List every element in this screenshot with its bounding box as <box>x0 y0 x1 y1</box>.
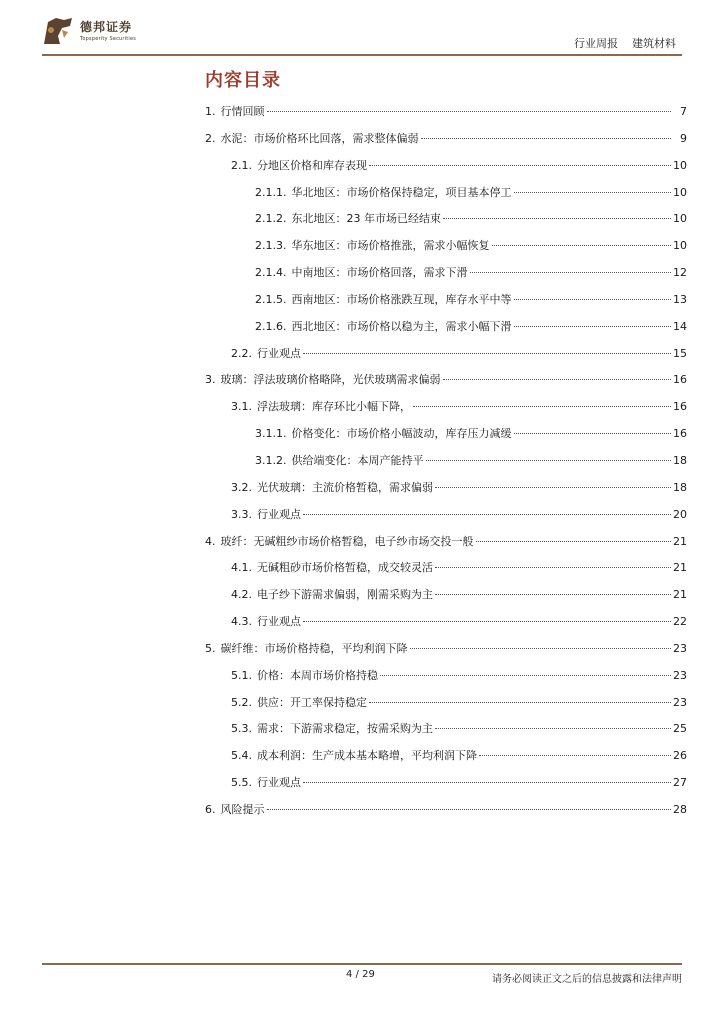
toc-entry-page: 16 <box>673 400 687 414</box>
toc-entry[interactable] <box>205 345 687 372</box>
toc-entry-title: 无碱粗砂市场价格暂稳，成交较灵活 <box>257 561 433 575</box>
toc-entry-number: 2. <box>205 131 216 145</box>
toc-leader <box>421 138 672 139</box>
toc-entry[interactable] <box>205 184 687 211</box>
toc-entry[interactable] <box>205 318 687 345</box>
toc-entry-page: 25 <box>673 722 687 736</box>
toc-entry-title: 价格：本周市场价格持稳 <box>257 668 378 682</box>
toc-leader <box>267 111 672 112</box>
toc-entry-number: 4.2. <box>231 588 252 602</box>
toc-title: 内容目录 <box>205 70 281 91</box>
toc-entry[interactable] <box>205 157 687 184</box>
toc-entry-page: 21 <box>673 588 687 602</box>
toc-entry-number: 3.2. <box>231 480 252 494</box>
toc-entry-number: 4.1. <box>231 561 252 575</box>
toc-leader <box>435 728 671 729</box>
toc-entry-page: 16 <box>673 373 687 387</box>
toc-entry-number: 4.3. <box>231 615 252 629</box>
toc-entry-page: 15 <box>673 346 687 360</box>
toc-entry-title: 东北地区：23 年市场已经结束 <box>291 212 441 226</box>
toc-leader <box>267 809 672 810</box>
toc-entry-title: 需求：下游需求稳定，按需采购为主 <box>257 722 433 736</box>
toc-leader <box>303 514 671 515</box>
toc-leader <box>426 460 672 461</box>
toc-entry-number: 2.1.4. <box>255 266 287 280</box>
toc-entry-number: 5.1. <box>231 668 252 682</box>
toc-leader <box>410 648 672 649</box>
toc-entry[interactable] <box>205 694 687 721</box>
toc-leader <box>514 326 672 327</box>
toc-entry-title: 行业观点 <box>257 346 301 360</box>
toc-entry-page: 16 <box>673 427 687 441</box>
toc-entry[interactable] <box>205 613 687 640</box>
toc-entry-number: 2.1. <box>231 158 252 172</box>
toc-entry-page: 28 <box>673 802 687 816</box>
toc-leader <box>479 755 671 756</box>
toc-entry-page: 27 <box>673 776 687 790</box>
toc-entry-title: 行业观点 <box>257 776 301 790</box>
toc-entry-title: 成本利润：生产成本基本略增，平均利润下降 <box>257 749 477 763</box>
toc-entry-title: 玻璃：浮法玻璃价格略降，光伏玻璃需求偏弱 <box>220 373 441 387</box>
toc-entry[interactable] <box>205 103 687 130</box>
toc-entry-number: 2.1.6. <box>255 319 287 333</box>
toc-entry-number: 2.2. <box>231 346 252 360</box>
toc-entry-page: 23 <box>673 668 687 682</box>
toc-entry-page: 22 <box>673 615 687 629</box>
toc-leader <box>514 433 672 434</box>
toc-entry-title: 行情回顾 <box>220 105 265 118</box>
toc-entry-number: 5.2. <box>231 695 252 709</box>
report-type: 行业周报 <box>574 37 618 50</box>
toc-leader <box>435 567 671 568</box>
toc-entry[interactable] <box>205 533 687 560</box>
toc-entry-page: 23 <box>673 641 687 655</box>
toc-entry-title: 碳纤维：市场价格持稳，平均利润下降 <box>220 641 408 655</box>
toc-leader <box>470 272 672 273</box>
toc-entry[interactable] <box>205 398 687 425</box>
toc-entry-number: 5.5. <box>231 776 252 790</box>
toc-entry-title: 水泥：市场价格环比回落，需求整体偏弱 <box>220 131 419 145</box>
toc-entry[interactable] <box>205 452 687 479</box>
toc-entry-number: 5.3. <box>231 722 252 736</box>
toc-entry[interactable] <box>205 291 687 318</box>
toc-entry-title: 电子纱下游需求偏弱，刚需采购为主 <box>257 588 433 602</box>
toc-entry-number: 2.1.5. <box>255 292 287 306</box>
toc-entry[interactable] <box>205 210 687 237</box>
toc-entry-title: 华北地区：市场价格保持稳定，项目基本停工 <box>291 185 512 199</box>
toc-entry-title: 浮法玻璃：库存环比小幅下降， <box>257 400 411 414</box>
toc-leader <box>514 192 672 193</box>
logo-text-cn: 德邦证券 <box>80 20 133 34</box>
toc-leader <box>303 782 671 783</box>
toc-entry-number: 5. <box>205 641 216 655</box>
toc-leader <box>435 487 671 488</box>
toc-leader <box>303 353 671 354</box>
toc-entry[interactable] <box>205 425 687 452</box>
toc-entry-title: 西南地区：市场价格涨跌互现，库存水平中等 <box>291 292 512 306</box>
toc-entry[interactable] <box>205 506 687 533</box>
toc-entry-number: 3.1.1. <box>255 427 287 441</box>
toc-entry-number: 5.4. <box>231 749 252 763</box>
toc-entry-title: 西北地区：市场价格以稳为主，需求小幅下滑 <box>291 319 512 333</box>
toc-entry-title: 供应：开工率保持稳定 <box>257 695 367 709</box>
toc-leader <box>413 406 671 407</box>
footer-rule <box>42 963 682 965</box>
toc-leader <box>443 218 671 219</box>
toc-entry[interactable] <box>205 640 687 667</box>
toc-entry-title: 风险提示 <box>220 802 265 816</box>
toc-entry-title: 华东地区：市场价格推涨，需求小幅恢复 <box>291 239 490 253</box>
header-rule <box>42 54 682 56</box>
toc-entry-title: 行业观点 <box>257 507 301 521</box>
toc-entry[interactable] <box>205 130 687 157</box>
toc-leader <box>435 594 671 595</box>
toc-entry-title: 中南地区：市场价格回落，需求下滑 <box>291 266 468 280</box>
toc-entry[interactable] <box>205 264 687 291</box>
toc-entry-page: 9 <box>680 131 687 145</box>
toc-leader <box>303 621 671 622</box>
toc-entry[interactable] <box>205 586 687 613</box>
toc-entry[interactable] <box>205 720 687 747</box>
toc-entry-page: 10 <box>673 212 687 226</box>
company-logo <box>42 14 172 48</box>
toc-leader <box>476 541 672 542</box>
toc-entry[interactable] <box>205 237 687 264</box>
toc-entry-page: 26 <box>673 749 687 763</box>
toc-entry[interactable] <box>205 371 687 398</box>
toc-entry[interactable] <box>205 774 687 801</box>
toc-entry-page: 18 <box>673 453 687 467</box>
toc-entry-page: 21 <box>673 561 687 575</box>
toc-entry[interactable] <box>205 559 687 586</box>
toc-leader <box>514 299 672 300</box>
logo-mark-icon <box>42 16 74 46</box>
toc-entry-page: 12 <box>673 266 687 280</box>
toc-leader <box>369 702 671 703</box>
toc-entry-title: 光伏玻璃：主流价格暂稳，需求偏弱 <box>257 480 433 494</box>
toc-entry-number: 3. <box>205 373 216 387</box>
toc-entry[interactable] <box>205 479 687 506</box>
toc-entry-page: 10 <box>673 158 687 172</box>
toc-entry-number: 6. <box>205 802 216 816</box>
toc-entry-title: 价格变化：市场价格小幅波动，库存压力减缓 <box>291 427 512 441</box>
toc-entry-page: 10 <box>673 185 687 199</box>
toc-entry-number: 2.1.1. <box>255 185 287 199</box>
toc-entry-number: 2.1.2. <box>255 212 287 226</box>
toc-entry-page: 10 <box>673 239 687 253</box>
toc-entry-title: 供给端变化：本周产能持平 <box>291 453 424 467</box>
toc-entry-page: 14 <box>673 319 687 333</box>
toc-entry-title: 玻纤：无碱粗纱市场价格暂稳，电子纱市场交投一般 <box>220 534 474 548</box>
toc-leader <box>492 245 672 246</box>
toc-entry[interactable] <box>205 667 687 694</box>
toc-entry-title: 分地区价格和库存表现 <box>257 158 367 172</box>
toc-leader <box>369 165 671 166</box>
toc-entry-number: 2.1.3. <box>255 239 287 253</box>
legal-disclaimer: 请务必阅读正文之后的信息披露和法律声明 <box>492 974 682 985</box>
toc-entry[interactable] <box>205 747 687 774</box>
toc-entry[interactable] <box>205 801 687 828</box>
toc-entry-number: 4. <box>205 534 216 548</box>
logo-text-en: Topsperity Securities <box>80 36 137 42</box>
toc-entry-number: 3.1.2. <box>255 453 287 467</box>
toc-leader <box>380 675 671 676</box>
toc-entry-page: 21 <box>673 534 687 548</box>
toc-entry-title: 行业观点 <box>257 615 301 629</box>
toc-entry-page: 18 <box>673 480 687 494</box>
page-number: 4 / 29 <box>346 969 375 980</box>
toc-entry-number: 3.1. <box>231 400 252 414</box>
toc-entry-number: 1. <box>205 105 216 118</box>
toc-entry-page: 13 <box>673 292 687 306</box>
toc-leader <box>443 379 672 380</box>
toc-entry-page: 23 <box>673 695 687 709</box>
table-of-contents <box>205 103 687 828</box>
toc-entry-page: 7 <box>680 105 687 118</box>
industry-label: 建筑材料 <box>632 37 676 50</box>
toc-entry-page: 20 <box>673 507 687 521</box>
header-labels <box>574 35 676 51</box>
toc-entry-number: 3.3. <box>231 507 252 521</box>
